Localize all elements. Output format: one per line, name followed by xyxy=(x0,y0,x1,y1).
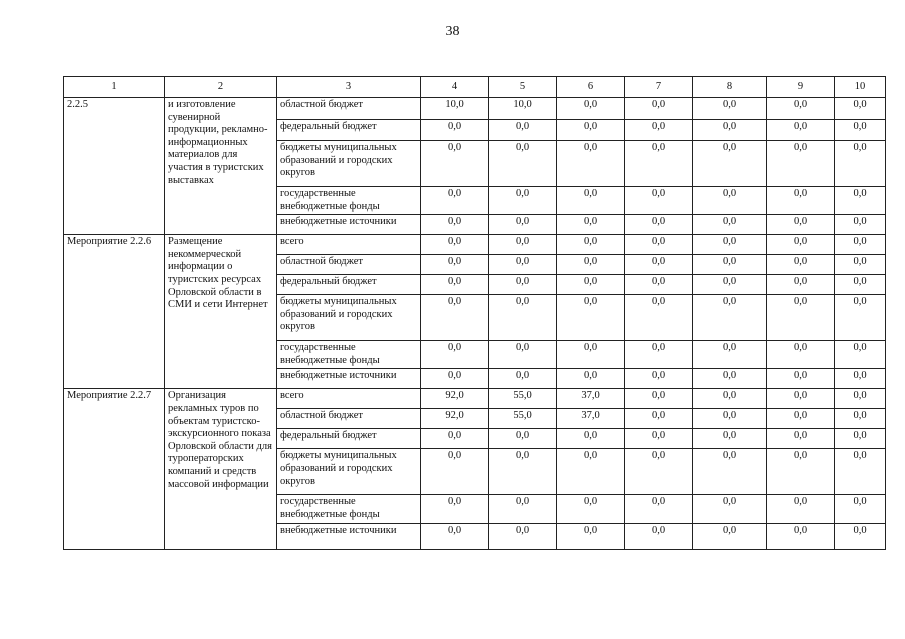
value-cell: 0,0 xyxy=(489,215,557,235)
value-cell: 0,0 xyxy=(693,98,767,120)
value-cell: 0,0 xyxy=(557,98,625,120)
value-cell: 0,0 xyxy=(625,495,693,523)
measure-description-cell: и изготовление сувенирной продукции, рекламно-информационных материалов для участия в туристских выставках xyxy=(165,98,277,235)
value-cell: 92,0 xyxy=(421,409,489,429)
funding-source-cell: бюджеты муниципальных образований и городских округов xyxy=(277,295,421,341)
value-cell: 0,0 xyxy=(557,429,625,449)
value-cell: 0,0 xyxy=(557,235,625,255)
funding-source-cell: государственные внебюджетные фонды xyxy=(277,341,421,369)
value-cell: 0,0 xyxy=(693,120,767,141)
value-cell: 0,0 xyxy=(557,120,625,141)
value-cell: 0,0 xyxy=(835,409,886,429)
value-cell: 0,0 xyxy=(693,187,767,215)
measure-code-cell: 2.2.5 xyxy=(64,98,165,235)
value-cell: 0,0 xyxy=(625,369,693,389)
column-header: 7 xyxy=(625,77,693,98)
column-header: 10 xyxy=(835,77,886,98)
value-cell: 0,0 xyxy=(835,98,886,120)
value-cell: 0,0 xyxy=(489,495,557,523)
value-cell: 0,0 xyxy=(489,255,557,275)
value-cell: 0,0 xyxy=(693,255,767,275)
value-cell: 0,0 xyxy=(421,429,489,449)
value-cell: 0,0 xyxy=(489,369,557,389)
column-header: 3 xyxy=(277,77,421,98)
measure-description-cell: Организация рекламных туров по объектам туристско-экскурсионного показа Орловской области для туроператорских компаний и средств массовой информации xyxy=(165,389,277,549)
value-cell: 0,0 xyxy=(835,295,886,341)
value-cell: 0,0 xyxy=(421,495,489,523)
value-cell: 0,0 xyxy=(421,523,489,549)
value-cell: 0,0 xyxy=(421,449,489,495)
funding-source-cell: внебюджетные источники xyxy=(277,369,421,389)
funding-source-cell: внебюджетные источники xyxy=(277,523,421,549)
value-cell: 0,0 xyxy=(489,141,557,187)
value-cell: 0,0 xyxy=(625,295,693,341)
value-cell: 0,0 xyxy=(693,389,767,409)
value-cell: 0,0 xyxy=(625,523,693,549)
table-row xyxy=(64,389,886,409)
value-cell: 0,0 xyxy=(693,409,767,429)
value-cell: 0,0 xyxy=(625,215,693,235)
value-cell: 0,0 xyxy=(625,120,693,141)
value-cell: 0,0 xyxy=(835,389,886,409)
value-cell: 0,0 xyxy=(767,495,835,523)
value-cell: 92,0 xyxy=(421,389,489,409)
value-cell: 0,0 xyxy=(767,215,835,235)
funding-source-cell: государственные внебюджетные фонды xyxy=(277,187,421,215)
value-cell: 0,0 xyxy=(693,369,767,389)
funding-source-cell: бюджеты муниципальных образований и городских округов xyxy=(277,141,421,187)
value-cell: 0,0 xyxy=(421,369,489,389)
value-cell: 0,0 xyxy=(421,141,489,187)
value-cell: 0,0 xyxy=(557,523,625,549)
funding-source-cell: областной бюджет xyxy=(277,409,421,429)
value-cell: 0,0 xyxy=(421,215,489,235)
value-cell: 0,0 xyxy=(767,275,835,295)
value-cell: 0,0 xyxy=(489,275,557,295)
value-cell: 0,0 xyxy=(421,275,489,295)
value-cell: 0,0 xyxy=(767,141,835,187)
value-cell: 0,0 xyxy=(421,120,489,141)
budget-table xyxy=(63,76,886,550)
funding-source-cell: внебюджетные источники xyxy=(277,215,421,235)
value-cell: 0,0 xyxy=(693,523,767,549)
funding-source-cell: федеральный бюджет xyxy=(277,275,421,295)
value-cell: 0,0 xyxy=(625,341,693,369)
value-cell: 0,0 xyxy=(835,429,886,449)
value-cell: 0,0 xyxy=(625,235,693,255)
value-cell: 0,0 xyxy=(557,215,625,235)
value-cell: 0,0 xyxy=(767,255,835,275)
value-cell: 0,0 xyxy=(557,141,625,187)
value-cell: 0,0 xyxy=(421,255,489,275)
value-cell: 0,0 xyxy=(625,389,693,409)
value-cell: 0,0 xyxy=(767,120,835,141)
funding-source-cell: государственные внебюджетные фонды xyxy=(277,495,421,523)
value-cell: 0,0 xyxy=(767,187,835,215)
value-cell: 0,0 xyxy=(767,235,835,255)
value-cell: 0,0 xyxy=(557,295,625,341)
value-cell: 0,0 xyxy=(693,235,767,255)
value-cell: 0,0 xyxy=(693,341,767,369)
value-cell: 0,0 xyxy=(693,275,767,295)
value-cell: 0,0 xyxy=(421,187,489,215)
value-cell: 0,0 xyxy=(835,495,886,523)
value-cell: 0,0 xyxy=(625,98,693,120)
value-cell: 0,0 xyxy=(489,120,557,141)
column-header: 4 xyxy=(421,77,489,98)
value-cell: 0,0 xyxy=(693,141,767,187)
value-cell: 0,0 xyxy=(489,295,557,341)
funding-source-cell: областной бюджет xyxy=(277,255,421,275)
value-cell: 0,0 xyxy=(767,341,835,369)
value-cell: 10,0 xyxy=(489,98,557,120)
value-cell: 0,0 xyxy=(421,235,489,255)
value-cell: 0,0 xyxy=(625,255,693,275)
value-cell: 0,0 xyxy=(489,449,557,495)
column-header: 1 xyxy=(64,77,165,98)
value-cell: 0,0 xyxy=(557,449,625,495)
value-cell: 0,0 xyxy=(557,341,625,369)
value-cell: 0,0 xyxy=(557,369,625,389)
value-cell: 0,0 xyxy=(557,187,625,215)
value-cell: 0,0 xyxy=(835,341,886,369)
value-cell: 0,0 xyxy=(767,429,835,449)
value-cell: 0,0 xyxy=(767,98,835,120)
funding-source-cell: областной бюджет xyxy=(277,98,421,120)
header-row xyxy=(64,77,886,98)
column-header: 5 xyxy=(489,77,557,98)
value-cell: 0,0 xyxy=(625,187,693,215)
column-header: 2 xyxy=(165,77,277,98)
table-row xyxy=(64,235,886,255)
value-cell: 0,0 xyxy=(767,523,835,549)
value-cell: 0,0 xyxy=(489,523,557,549)
page-number: 38 xyxy=(445,24,460,39)
funding-source-cell: бюджеты муниципальных образований и городских округов xyxy=(277,449,421,495)
value-cell: 0,0 xyxy=(767,409,835,429)
value-cell: 0,0 xyxy=(693,429,767,449)
value-cell: 0,0 xyxy=(835,275,886,295)
value-cell: 0,0 xyxy=(835,235,886,255)
value-cell: 0,0 xyxy=(693,495,767,523)
value-cell: 0,0 xyxy=(693,449,767,495)
value-cell: 0,0 xyxy=(489,235,557,255)
value-cell: 0,0 xyxy=(421,341,489,369)
value-cell: 0,0 xyxy=(767,389,835,409)
value-cell: 0,0 xyxy=(767,295,835,341)
value-cell: 0,0 xyxy=(421,295,489,341)
value-cell: 0,0 xyxy=(767,369,835,389)
value-cell: 0,0 xyxy=(835,215,886,235)
value-cell: 0,0 xyxy=(625,429,693,449)
funding-source-cell: всего xyxy=(277,235,421,255)
value-cell: 0,0 xyxy=(767,449,835,495)
measure-code-cell: Мероприятие 2.2.7 xyxy=(64,389,165,549)
value-cell: 0,0 xyxy=(835,449,886,495)
value-cell: 0,0 xyxy=(557,495,625,523)
value-cell: 37,0 xyxy=(557,389,625,409)
value-cell: 0,0 xyxy=(693,295,767,341)
value-cell: 0,0 xyxy=(835,141,886,187)
table-row xyxy=(64,98,886,120)
value-cell: 37,0 xyxy=(557,409,625,429)
value-cell: 55,0 xyxy=(489,409,557,429)
value-cell: 0,0 xyxy=(489,187,557,215)
column-header: 9 xyxy=(767,77,835,98)
measure-code-cell: Мероприятие 2.2.6 xyxy=(64,235,165,389)
value-cell: 0,0 xyxy=(625,449,693,495)
value-cell: 0,0 xyxy=(625,141,693,187)
value-cell: 0,0 xyxy=(625,275,693,295)
funding-source-cell: всего xyxy=(277,389,421,409)
funding-source-cell: федеральный бюджет xyxy=(277,429,421,449)
value-cell: 0,0 xyxy=(835,120,886,141)
value-cell: 0,0 xyxy=(557,275,625,295)
value-cell: 0,0 xyxy=(835,187,886,215)
value-cell: 55,0 xyxy=(489,389,557,409)
value-cell: 10,0 xyxy=(421,98,489,120)
value-cell: 0,0 xyxy=(489,341,557,369)
value-cell: 0,0 xyxy=(693,215,767,235)
table-body xyxy=(64,98,886,550)
value-cell: 0,0 xyxy=(489,429,557,449)
value-cell: 0,0 xyxy=(835,523,886,549)
value-cell: 0,0 xyxy=(835,255,886,275)
value-cell: 0,0 xyxy=(625,409,693,429)
value-cell: 0,0 xyxy=(557,255,625,275)
column-header: 8 xyxy=(693,77,767,98)
value-cell: 0,0 xyxy=(835,369,886,389)
column-header: 6 xyxy=(557,77,625,98)
measure-description-cell: Размещение некоммерческой информации о туристских ресурсах Орловской области в СМИ и сети Интернет xyxy=(165,235,277,389)
funding-source-cell: федеральный бюджет xyxy=(277,120,421,141)
